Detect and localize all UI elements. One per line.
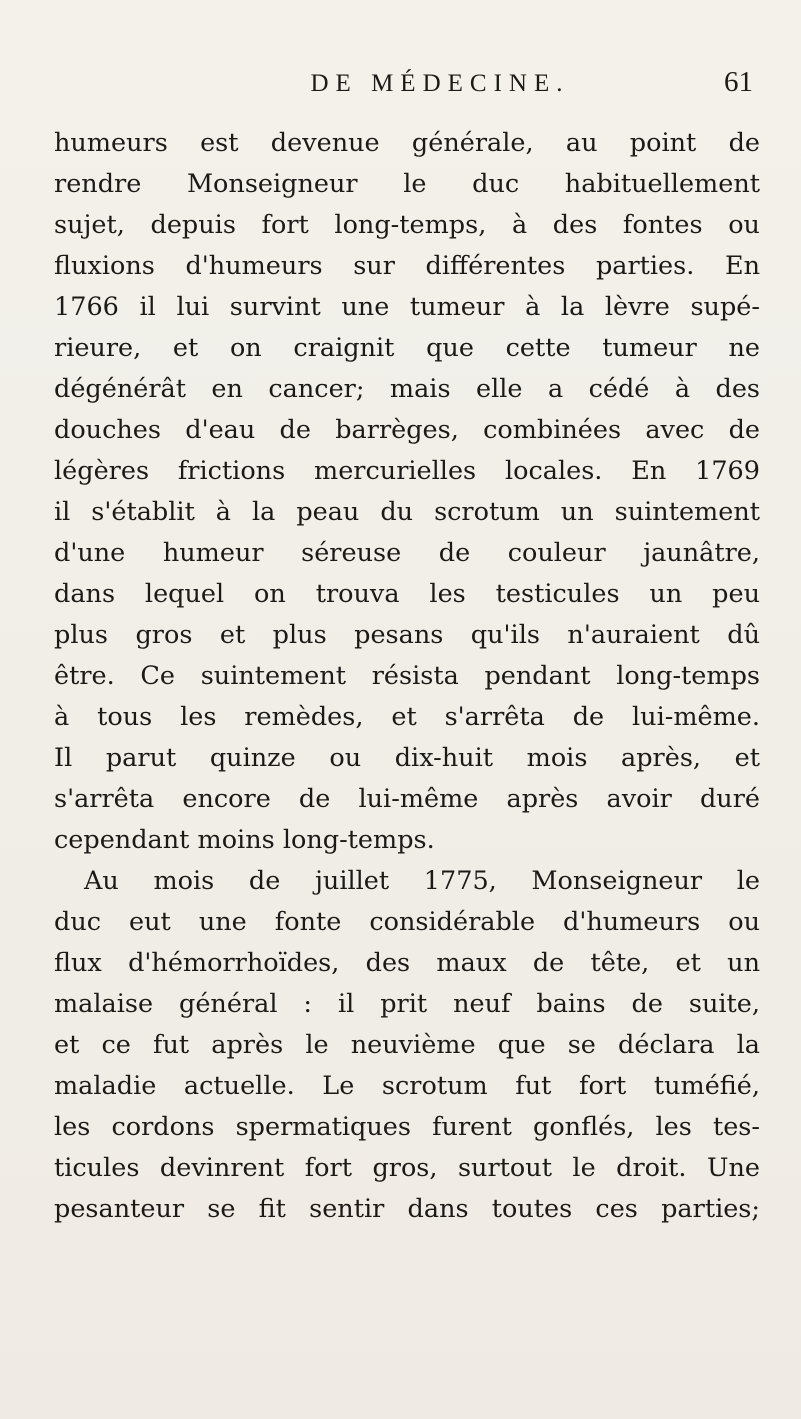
- text-line: fluxions d'humeurs sur différentes parties. En: [54, 251, 760, 281]
- text-line: duc eut une fonte considérable d'humeurs ou: [54, 907, 760, 937]
- running-header: DE MÉDECINE.: [310, 70, 570, 97]
- text-line: et ce fut après le neuvième que se déclara la: [54, 1030, 760, 1060]
- text-line: à tous les remèdes, et s'arrêta de lui-même.: [54, 702, 760, 732]
- text-line: dégénérât en cancer; mais elle a cédé à des: [54, 374, 760, 404]
- text-line: 1766 il lui survint une tumeur à la lèvre supé-: [54, 292, 760, 322]
- text-line: maladie actuelle. Le scrotum fut fort tuméfié,: [54, 1071, 760, 1101]
- text-line: il s'établit à la peau du scrotum un suintement: [54, 497, 760, 527]
- text-line: dans lequel on trouva les testicules un peu: [54, 579, 760, 609]
- text-line: être. Ce suintement résista pendant long-temps: [54, 661, 760, 691]
- text-line: plus gros et plus pesans qu'ils n'auraient dû: [54, 620, 760, 650]
- text-line: flux d'hémorrhoïdes, des maux de tête, et un: [54, 948, 760, 978]
- text-line: Il parut quinze ou dix-huit mois après, et: [54, 743, 760, 773]
- text-line: les cordons spermatiques furent gonflés, les tes-: [54, 1112, 760, 1142]
- text-line: ticules devinrent fort gros, surtout le droit. Une: [54, 1153, 760, 1183]
- text-line: humeurs est devenue générale, au point de: [54, 128, 760, 158]
- text-line: cependant moins long-temps.: [54, 825, 435, 855]
- text-line: d'une humeur séreuse de couleur jaunâtre,: [54, 538, 760, 568]
- text-line: rendre Monseigneur le duc habituellement: [54, 169, 760, 199]
- text-line: rieure, et on craignit que cette tumeur ne: [54, 333, 760, 363]
- text-line: malaise général : il prit neuf bains de suite,: [54, 989, 760, 1019]
- text-line: s'arrêta encore de lui-même après avoir duré: [54, 784, 760, 814]
- page-number: 61: [724, 66, 753, 98]
- text-line: pesanteur se fit sentir dans toutes ces parties;: [54, 1194, 760, 1224]
- text-line: douches d'eau de barrèges, combinées avec de: [54, 415, 760, 445]
- text-line: sujet, depuis fort long-temps, à des fontes ou: [54, 210, 760, 240]
- text-line: légères frictions mercurielles locales. En 1769: [54, 456, 760, 486]
- text-line: Au mois de juillet 1775, Monseigneur le: [84, 866, 760, 896]
